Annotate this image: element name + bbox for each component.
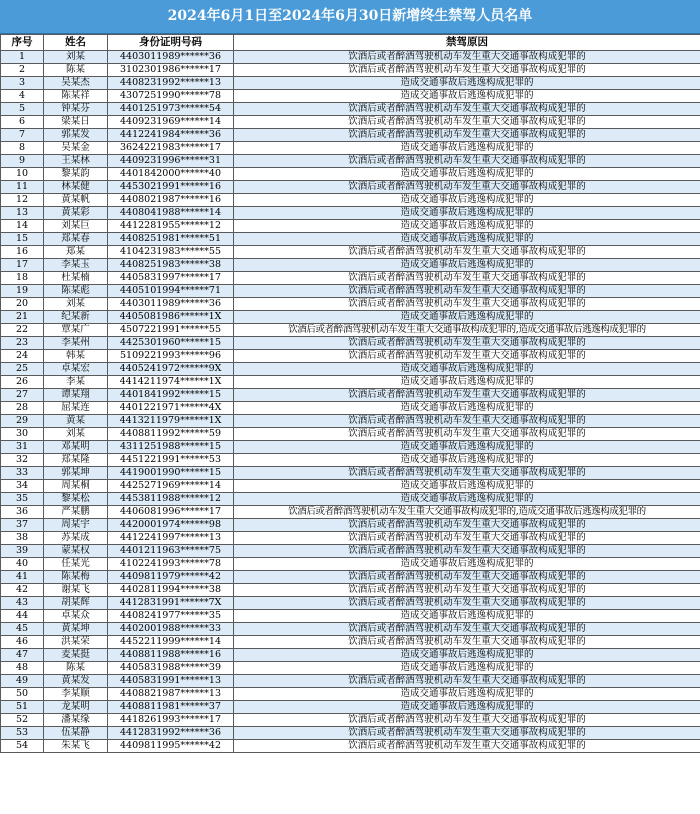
- cell-name: 刘某: [44, 428, 108, 441]
- table-row: [1, 558, 700, 571]
- cell-reason: 造成交通事故后逃逸构成犯罪的: [234, 77, 700, 90]
- cell-name: 苏某成: [44, 532, 108, 545]
- table-row: [1, 623, 700, 636]
- table-row: [1, 363, 700, 376]
- cell-id: 4403011989******36: [108, 298, 234, 311]
- header-id: 身份证明号码: [108, 35, 234, 51]
- cell-index: 41: [1, 571, 44, 584]
- header-reason: 禁驾原因: [234, 35, 700, 51]
- cell-reason: 造成交通事故后逃逸构成犯罪的: [234, 493, 700, 506]
- cell-reason: 饮酒后或者醉酒驾驶机动车发生重大交通事故构成犯罪的: [234, 298, 700, 311]
- table-row: [1, 233, 700, 246]
- cell-name: 蒙某权: [44, 545, 108, 558]
- cell-id: 4419001990******15: [108, 467, 234, 480]
- cell-name: 韩某: [44, 350, 108, 363]
- cell-id: 4401221971******4X: [108, 402, 234, 415]
- cell-name: 吴某金: [44, 142, 108, 155]
- cell-reason: 造成交通事故后逃逸构成犯罪的: [234, 610, 700, 623]
- cell-id: 4507221991******55: [108, 324, 234, 337]
- cell-reason: 造成交通事故后逃逸构成犯罪的: [234, 233, 700, 246]
- table-row: [1, 597, 700, 610]
- cell-index: 27: [1, 389, 44, 402]
- cell-reason: 饮酒后或者醉酒驾驶机动车发生重大交通事故构成犯罪的: [234, 675, 700, 688]
- cell-name: 陈某: [44, 64, 108, 77]
- cell-index: 19: [1, 285, 44, 298]
- cell-index: 18: [1, 272, 44, 285]
- cell-id: 4408811988******16: [108, 649, 234, 662]
- cell-index: 25: [1, 363, 44, 376]
- cell-id: 4414211974******1X: [108, 376, 234, 389]
- cell-index: 42: [1, 584, 44, 597]
- cell-name: 李某: [44, 376, 108, 389]
- table-row: [1, 350, 700, 363]
- cell-id: 4409231969******14: [108, 116, 234, 129]
- cell-name: 郑某春: [44, 233, 108, 246]
- cell-reason: 饮酒后或者醉酒驾驶机动车发生重大交通事故构成犯罪的: [234, 389, 700, 402]
- cell-name: 谢某飞: [44, 584, 108, 597]
- table-row: [1, 649, 700, 662]
- cell-id: 4408811981******37: [108, 701, 234, 714]
- cell-id: 3624221983******17: [108, 142, 234, 155]
- cell-name: 黄某彩: [44, 207, 108, 220]
- cell-index: 12: [1, 194, 44, 207]
- cell-index: 8: [1, 142, 44, 155]
- cell-id: 4405831991******13: [108, 675, 234, 688]
- table-row: [1, 64, 700, 77]
- cell-id: 4405081986******1X: [108, 311, 234, 324]
- cell-index: 26: [1, 376, 44, 389]
- cell-index: 40: [1, 558, 44, 571]
- cell-name: 邓某明: [44, 441, 108, 454]
- cell-id: 4412831991******7X: [108, 597, 234, 610]
- cell-reason: 造成交通事故后逃逸构成犯罪的: [234, 207, 700, 220]
- table-row: [1, 636, 700, 649]
- table-row: [1, 246, 700, 259]
- cell-name: 郭某发: [44, 129, 108, 142]
- cell-reason: 造成交通事故后逃逸构成犯罪的: [234, 311, 700, 324]
- table-row: [1, 441, 700, 454]
- cell-id: 4420001974******98: [108, 519, 234, 532]
- cell-name: 任某光: [44, 558, 108, 571]
- cell-name: 刘某: [44, 51, 108, 64]
- cell-reason: 饮酒后或者醉酒驾驶机动车发生重大交通事故构成犯罪的: [234, 415, 700, 428]
- cell-index: 21: [1, 311, 44, 324]
- cell-index: 37: [1, 519, 44, 532]
- cell-id: 4402811994******38: [108, 584, 234, 597]
- page-title: 2024年6月1日至2024年6月30日新增终生禁驾人员名单: [0, 0, 700, 34]
- cell-name: 陈某祥: [44, 90, 108, 103]
- cell-id: 4409811979******42: [108, 571, 234, 584]
- cell-name: 屈某连: [44, 402, 108, 415]
- cell-reason: 饮酒后或者醉酒驾驶机动车发生重大交通事故构成犯罪的: [234, 337, 700, 350]
- cell-name: 李某州: [44, 337, 108, 350]
- cell-index: 51: [1, 701, 44, 714]
- cell-id: 4453021991******16: [108, 181, 234, 194]
- cell-name: 谭某翔: [44, 389, 108, 402]
- table-row: [1, 376, 700, 389]
- cell-reason: 饮酒后或者醉酒驾驶机动车发生重大交通事故构成犯罪的: [234, 623, 700, 636]
- cell-id: 4451221991******53: [108, 454, 234, 467]
- cell-id: 4311251988******15: [108, 441, 234, 454]
- cell-id: 4412241984******36: [108, 129, 234, 142]
- cell-index: 20: [1, 298, 44, 311]
- cell-index: 54: [1, 740, 44, 753]
- cell-index: 3: [1, 77, 44, 90]
- header-row: [1, 35, 700, 51]
- cell-reason: 造成交通事故后逃逸构成犯罪的: [234, 90, 700, 103]
- cell-index: 38: [1, 532, 44, 545]
- cell-index: 17: [1, 259, 44, 272]
- cell-reason: 饮酒后或者醉酒驾驶机动车发生重大交通事故构成犯罪的,造成交通事故后逃逸构成犯罪的: [234, 324, 700, 337]
- cell-index: 15: [1, 233, 44, 246]
- cell-id: 4409231996******31: [108, 155, 234, 168]
- cell-reason: 饮酒后或者醉酒驾驶机动车发生重大交通事故构成犯罪的: [234, 428, 700, 441]
- cell-index: 34: [1, 480, 44, 493]
- cell-name: 黄某: [44, 415, 108, 428]
- cell-reason: 饮酒后或者醉酒驾驶机动车发生重大交通事故构成犯罪的,造成交通事故后逃逸构成犯罪的: [234, 506, 700, 519]
- cell-reason: 造成交通事故后逃逸构成犯罪的: [234, 662, 700, 675]
- table-row: [1, 662, 700, 675]
- cell-id: 4403011989******36: [108, 51, 234, 64]
- cell-index: 49: [1, 675, 44, 688]
- cell-reason: 饮酒后或者醉酒驾驶机动车发生重大交通事故构成犯罪的: [234, 155, 700, 168]
- cell-name: 刘某: [44, 298, 108, 311]
- table-row: [1, 194, 700, 207]
- table-row: [1, 129, 700, 142]
- cell-name: 钟某芬: [44, 103, 108, 116]
- cell-name: 朱某飞: [44, 740, 108, 753]
- cell-name: 陈某梅: [44, 571, 108, 584]
- cell-id: 4405241972******9X: [108, 363, 234, 376]
- cell-name: 黎某松: [44, 493, 108, 506]
- cell-id: 5109221993******96: [108, 350, 234, 363]
- table-row: [1, 675, 700, 688]
- table-row: [1, 142, 700, 155]
- cell-name: 卓某众: [44, 610, 108, 623]
- cell-reason: 饮酒后或者醉酒驾驶机动车发生重大交通事故构成犯罪的: [234, 727, 700, 740]
- table-row: [1, 285, 700, 298]
- cell-id: 4425271969******14: [108, 480, 234, 493]
- cell-id: 4453811988******12: [108, 493, 234, 506]
- cell-name: 陈某彪: [44, 285, 108, 298]
- cell-id: 4405831988******39: [108, 662, 234, 675]
- cell-index: 52: [1, 714, 44, 727]
- cell-index: 53: [1, 727, 44, 740]
- cell-reason: 造成交通事故后逃逸构成犯罪的: [234, 454, 700, 467]
- table-row: [1, 220, 700, 233]
- cell-reason: 饮酒后或者醉酒驾驶机动车发生重大交通事故构成犯罪的: [234, 467, 700, 480]
- cell-index: 4: [1, 90, 44, 103]
- cell-name: 杜某楠: [44, 272, 108, 285]
- table-row: [1, 428, 700, 441]
- cell-index: 9: [1, 155, 44, 168]
- cell-id: 4412281955******12: [108, 220, 234, 233]
- cell-id: 4408811992******59: [108, 428, 234, 441]
- cell-index: 14: [1, 220, 44, 233]
- cell-name: 黄某帆: [44, 194, 108, 207]
- cell-id: 4408231992******13: [108, 77, 234, 90]
- header-name: 姓名: [44, 35, 108, 51]
- cell-index: 11: [1, 181, 44, 194]
- cell-reason: 饮酒后或者醉酒驾驶机动车发生重大交通事故构成犯罪的: [234, 740, 700, 753]
- cell-reason: 造成交通事故后逃逸构成犯罪的: [234, 701, 700, 714]
- cell-name: 周某桐: [44, 480, 108, 493]
- cell-name: 刘某巨: [44, 220, 108, 233]
- cell-name: 黄某坤: [44, 623, 108, 636]
- cell-index: 1: [1, 51, 44, 64]
- table-row: [1, 389, 700, 402]
- cell-reason: 造成交通事故后逃逸构成犯罪的: [234, 376, 700, 389]
- table-body: [1, 51, 700, 753]
- cell-index: 32: [1, 454, 44, 467]
- cell-index: 7: [1, 129, 44, 142]
- cell-reason: 饮酒后或者醉酒驾驶机动车发生重大交通事故构成犯罪的: [234, 597, 700, 610]
- cell-index: 33: [1, 467, 44, 480]
- cell-reason: 造成交通事故后逃逸构成犯罪的: [234, 402, 700, 415]
- cell-name: 伍某静: [44, 727, 108, 740]
- table-row: [1, 90, 700, 103]
- header-index: 序号: [1, 35, 44, 51]
- cell-id: 4413211979******1X: [108, 415, 234, 428]
- table-row: [1, 545, 700, 558]
- cell-reason: 造成交通事故后逃逸构成犯罪的: [234, 480, 700, 493]
- cell-reason: 饮酒后或者醉酒驾驶机动车发生重大交通事故构成犯罪的: [234, 532, 700, 545]
- cell-name: 覃某广: [44, 324, 108, 337]
- cell-reason: 饮酒后或者醉酒驾驶机动车发生重大交通事故构成犯罪的: [234, 51, 700, 64]
- table-row: [1, 155, 700, 168]
- cell-index: 2: [1, 64, 44, 77]
- cell-id: 3102301986******17: [108, 64, 234, 77]
- table-row: [1, 532, 700, 545]
- table-row: [1, 168, 700, 181]
- cell-reason: 饮酒后或者醉酒驾驶机动车发生重大交通事故构成犯罪的: [234, 519, 700, 532]
- table-row: [1, 311, 700, 324]
- cell-name: 洪某荣: [44, 636, 108, 649]
- table-row: [1, 610, 700, 623]
- cell-reason: 饮酒后或者醉酒驾驶机动车发生重大交通事故构成犯罪的: [234, 64, 700, 77]
- table-row: [1, 493, 700, 506]
- cell-id: 4405831997******17: [108, 272, 234, 285]
- table-row: [1, 506, 700, 519]
- cell-name: 严某鹏: [44, 506, 108, 519]
- cell-name: 纪某新: [44, 311, 108, 324]
- cell-reason: 饮酒后或者醉酒驾驶机动车发生重大交通事故构成犯罪的: [234, 350, 700, 363]
- cell-name: 周某宇: [44, 519, 108, 532]
- cell-name: 梁某日: [44, 116, 108, 129]
- cell-id: 4307251990******78: [108, 90, 234, 103]
- cell-reason: 饮酒后或者醉酒驾驶机动车发生重大交通事故构成犯罪的: [234, 636, 700, 649]
- cell-id: 4418261993******17: [108, 714, 234, 727]
- cell-id: 4401842000******40: [108, 168, 234, 181]
- cell-reason: 造成交通事故后逃逸构成犯罪的: [234, 558, 700, 571]
- cell-reason: 饮酒后或者醉酒驾驶机动车发生重大交通事故构成犯罪的: [234, 246, 700, 259]
- table-row: [1, 77, 700, 90]
- cell-name: 胡某辉: [44, 597, 108, 610]
- table-row: [1, 571, 700, 584]
- cell-reason: 造成交通事故后逃逸构成犯罪的: [234, 363, 700, 376]
- cell-name: 麦某挺: [44, 649, 108, 662]
- cell-index: 13: [1, 207, 44, 220]
- cell-id: 4408241977******35: [108, 610, 234, 623]
- cell-index: 30: [1, 428, 44, 441]
- cell-id: 4408021987******16: [108, 194, 234, 207]
- cell-index: 31: [1, 441, 44, 454]
- cell-id: 4408251983******38: [108, 259, 234, 272]
- table-row: [1, 402, 700, 415]
- table-row: [1, 298, 700, 311]
- cell-index: 44: [1, 610, 44, 623]
- table-row: [1, 51, 700, 64]
- cell-reason: 饮酒后或者醉酒驾驶机动车发生重大交通事故构成犯罪的: [234, 272, 700, 285]
- cell-id: 4401251973******54: [108, 103, 234, 116]
- cell-index: 22: [1, 324, 44, 337]
- table-row: [1, 181, 700, 194]
- cell-reason: 造成交通事故后逃逸构成犯罪的: [234, 649, 700, 662]
- cell-id: 4408821987******13: [108, 688, 234, 701]
- cell-id: 4408041988******14: [108, 207, 234, 220]
- cell-reason: 饮酒后或者醉酒驾驶机动车发生重大交通事故构成犯罪的: [234, 584, 700, 597]
- cell-name: 郑某: [44, 246, 108, 259]
- cell-reason: 饮酒后或者醉酒驾驶机动车发生重大交通事故构成犯罪的: [234, 545, 700, 558]
- cell-id: 4412241997******13: [108, 532, 234, 545]
- table-row: [1, 727, 700, 740]
- cell-index: 36: [1, 506, 44, 519]
- cell-id: 4104231983******55: [108, 246, 234, 259]
- cell-index: 29: [1, 415, 44, 428]
- cell-reason: 饮酒后或者醉酒驾驶机动车发生重大交通事故构成犯罪的: [234, 116, 700, 129]
- cell-reason: 造成交通事故后逃逸构成犯罪的: [234, 441, 700, 454]
- table-row: [1, 454, 700, 467]
- cell-index: 43: [1, 597, 44, 610]
- cell-index: 50: [1, 688, 44, 701]
- cell-reason: 饮酒后或者醉酒驾驶机动车发生重大交通事故构成犯罪的: [234, 571, 700, 584]
- cell-id: 4425301960******15: [108, 337, 234, 350]
- cell-reason: 饮酒后或者醉酒驾驶机动车发生重大交通事故构成犯罪的: [234, 129, 700, 142]
- cell-reason: 造成交通事故后逃逸构成犯罪的: [234, 142, 700, 155]
- cell-id: 4401841992******15: [108, 389, 234, 402]
- cell-reason: 饮酒后或者醉酒驾驶机动车发生重大交通事故构成犯罪的: [234, 285, 700, 298]
- cell-name: 林某健: [44, 181, 108, 194]
- cell-name: 郑某隆: [44, 454, 108, 467]
- cell-name: 李某顺: [44, 688, 108, 701]
- cell-name: 龙某明: [44, 701, 108, 714]
- cell-id: 4402001988******33: [108, 623, 234, 636]
- table-row: [1, 337, 700, 350]
- cell-id: 4408251981******51: [108, 233, 234, 246]
- cell-reason: 造成交通事故后逃逸构成犯罪的: [234, 194, 700, 207]
- table-row: [1, 103, 700, 116]
- table-row: [1, 688, 700, 701]
- cell-index: 48: [1, 662, 44, 675]
- table-row: [1, 701, 700, 714]
- table-row: [1, 259, 700, 272]
- table-row: [1, 272, 700, 285]
- table-row: [1, 714, 700, 727]
- cell-reason: 饮酒后或者醉酒驾驶机动车发生重大交通事故构成犯罪的: [234, 181, 700, 194]
- table-header: [1, 35, 700, 51]
- cell-index: 23: [1, 337, 44, 350]
- cell-reason: 造成交通事故后逃逸构成犯罪的: [234, 259, 700, 272]
- cell-name: 黎某韵: [44, 168, 108, 181]
- cell-index: 39: [1, 545, 44, 558]
- cell-name: 李某玉: [44, 259, 108, 272]
- cell-reason: 饮酒后或者醉酒驾驶机动车发生重大交通事故构成犯罪的: [234, 714, 700, 727]
- cell-id: 4412831992******36: [108, 727, 234, 740]
- cell-index: 35: [1, 493, 44, 506]
- cell-index: 5: [1, 103, 44, 116]
- cell-name: 潘某缘: [44, 714, 108, 727]
- cell-index: 46: [1, 636, 44, 649]
- table-row: [1, 519, 700, 532]
- cell-name: 郭某坤: [44, 467, 108, 480]
- table-row: [1, 116, 700, 129]
- cell-id: 4409811995******42: [108, 740, 234, 753]
- cell-reason: 造成交通事故后逃逸构成犯罪的: [234, 688, 700, 701]
- cell-name: 吴某杰: [44, 77, 108, 90]
- cell-index: 47: [1, 649, 44, 662]
- table-row: [1, 480, 700, 493]
- cell-name: 黄某发: [44, 675, 108, 688]
- cell-name: 陈某: [44, 662, 108, 675]
- cell-name: 王某林: [44, 155, 108, 168]
- cell-id: 4102241993******78: [108, 558, 234, 571]
- cell-index: 45: [1, 623, 44, 636]
- cell-index: 10: [1, 168, 44, 181]
- cell-index: 28: [1, 402, 44, 415]
- table-row: [1, 324, 700, 337]
- cell-index: 24: [1, 350, 44, 363]
- cell-reason: 造成交通事故后逃逸构成犯罪的: [234, 168, 700, 181]
- table-row: [1, 207, 700, 220]
- table-row: [1, 740, 700, 753]
- cell-id: 4405101994******71: [108, 285, 234, 298]
- cell-id: 4452211999******14: [108, 636, 234, 649]
- table-row: [1, 415, 700, 428]
- cell-reason: 饮酒后或者醉酒驾驶机动车发生重大交通事故构成犯罪的: [234, 103, 700, 116]
- cell-index: 16: [1, 246, 44, 259]
- cell-id: 4406081996******17: [108, 506, 234, 519]
- table-row: [1, 467, 700, 480]
- table-row: [1, 584, 700, 597]
- cell-id: 4401211963******75: [108, 545, 234, 558]
- cell-name: 卓某宏: [44, 363, 108, 376]
- ban-list-table: [0, 34, 700, 753]
- cell-index: 6: [1, 116, 44, 129]
- cell-reason: 造成交通事故后逃逸构成犯罪的: [234, 220, 700, 233]
